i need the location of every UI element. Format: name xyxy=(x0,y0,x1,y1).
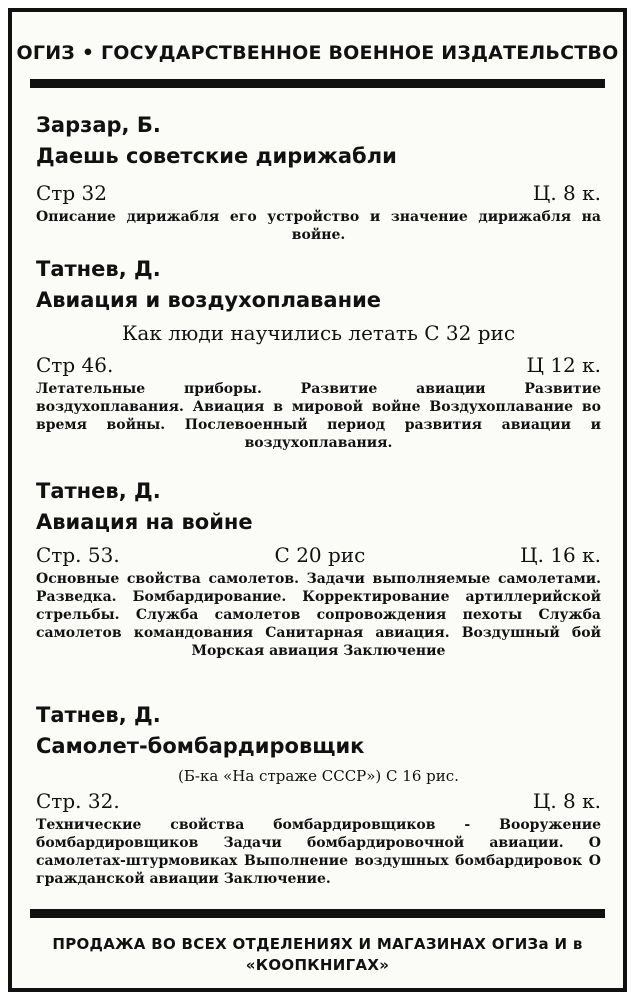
book-pages: Стр 32 xyxy=(36,181,107,205)
book-title: Даешь советские дирижабли xyxy=(36,144,397,168)
book-author: Татнев, Д. xyxy=(36,257,161,281)
publisher-header: ОГИЗ • ГОСУДАРСТВЕННОЕ ВОЕННОЕ ИЗДАТЕЛЬСТВО xyxy=(16,42,619,64)
book-subtitle: Как люди научились летать С 32 рис xyxy=(121,321,516,345)
book-description: Описание дирижабля его устройство и значение дирижабля на войне. xyxy=(36,209,601,243)
book-author: Татнев, Д. xyxy=(36,479,161,503)
book-price: Ц 12 к. xyxy=(526,353,601,377)
book-entry-2 xyxy=(36,256,601,452)
book-description: Основные свойства самолетов. Задачи выполняемые самолетами. Разведка. Бомбардирование. Корректирование артиллерийской стрельбы. Служба самолетов сопровождения пехоты Служба самолетов командования Санитарная авиация. Воздушный бой Морская авиация Заключение xyxy=(36,571,601,659)
book-author: Татнев, Д. xyxy=(36,703,161,727)
book-series-note: (Б-ка «На страже СССР») С 16 рис. xyxy=(178,767,459,785)
book-title: Самолет-бомбардировщик xyxy=(36,734,365,758)
book-price: Ц. 8 к. xyxy=(532,181,601,205)
book-pages: Стр 46. xyxy=(36,353,114,377)
book-entry-4 xyxy=(36,702,601,888)
book-author: Зарзар, Б. xyxy=(36,113,161,137)
book-description: Летательные приборы. Развитие авиации Развитие воздухоплавания. Авиация в мировой войне Воздухоплавание во время войны. Послевоенный период развития авиации и воздухоплавания. xyxy=(36,381,601,451)
book-entry-3 xyxy=(36,478,601,660)
book-meta xyxy=(36,542,601,568)
book-pages: Стр. 53. xyxy=(36,543,120,567)
sales-footer: ПРОДАЖА ВО ВСЕХ ОТДЕЛЕНИЯХ И МАГАЗИНАХ ОГИЗа И в «КООПКНИГАХ» xyxy=(52,935,583,974)
book-title: Авиация на войне xyxy=(36,510,253,534)
book-meta xyxy=(36,788,601,814)
book-price: Ц. 8 к. xyxy=(532,789,601,813)
book-title: Авиация и воздухоплавание xyxy=(36,288,382,312)
top-rule xyxy=(30,79,605,88)
advertisement-page xyxy=(8,8,627,992)
bottom-rule xyxy=(30,909,605,918)
book-entry-1 xyxy=(36,112,601,244)
book-pages: Стр. 32. xyxy=(36,789,120,813)
book-meta xyxy=(36,352,601,378)
book-illustrations: С 20 рис xyxy=(274,543,366,567)
book-meta xyxy=(36,180,601,206)
book-price: Ц. 16 к. xyxy=(520,543,601,567)
book-description: Технические свойства бомбардировщиков - Вооружение бомбардировщиков Задачи бомбардировочной авиации. О самолетах-штурмовиках Выполнение воздушных бомбардировок О гражданской авиации Заключение. xyxy=(36,817,601,887)
